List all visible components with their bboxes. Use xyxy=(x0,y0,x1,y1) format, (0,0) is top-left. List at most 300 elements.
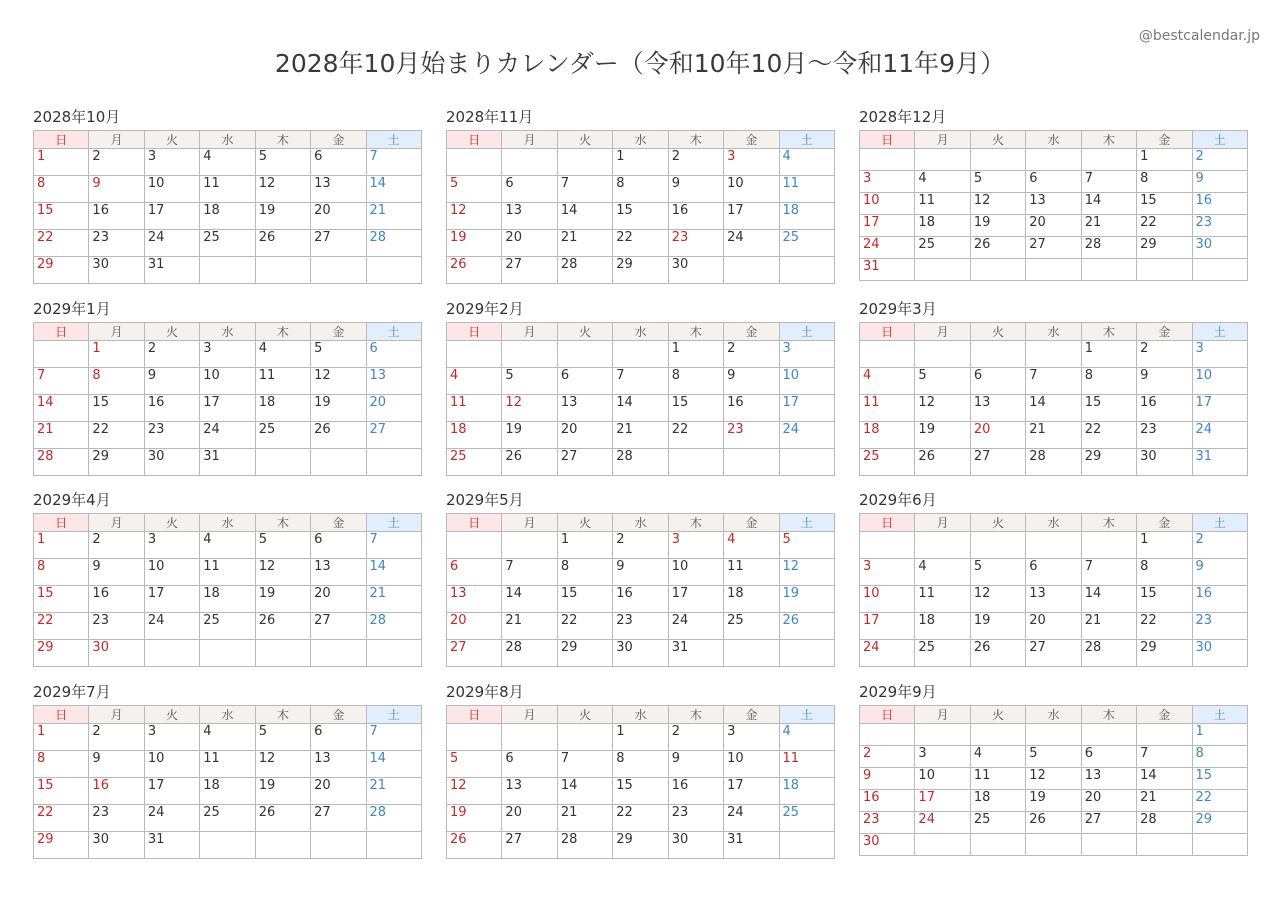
day-cell: 21 xyxy=(366,586,421,613)
day-cell: 19 xyxy=(255,777,310,804)
day-cell: 19 xyxy=(779,586,834,613)
week-row xyxy=(860,640,1248,667)
weekday-header: 日 xyxy=(447,705,502,723)
empty-cell xyxy=(668,448,723,475)
day-cell: 31 xyxy=(1192,448,1247,475)
day-cell: 13 xyxy=(1026,586,1081,613)
day-cell: 30 xyxy=(144,448,199,475)
day-cell: 9 xyxy=(1137,367,1192,394)
day-cell: 10 xyxy=(724,750,779,777)
week-row xyxy=(860,767,1248,789)
day-cell: 24 xyxy=(860,640,915,667)
weekday-header-row xyxy=(860,514,1248,532)
month-calendar xyxy=(859,489,1248,667)
day-cell: 13 xyxy=(311,176,366,203)
week-row xyxy=(34,831,422,858)
day-cell: 22 xyxy=(34,804,89,831)
day-cell: 12 xyxy=(1026,767,1081,789)
day-cell: 5 xyxy=(255,149,310,176)
day-cell: 2 xyxy=(89,723,144,750)
week-row xyxy=(860,149,1248,171)
day-cell: 29 xyxy=(613,831,668,858)
weekday-header: 土 xyxy=(1192,322,1247,340)
day-cell: 3 xyxy=(724,149,779,176)
day-cell: 16 xyxy=(1137,394,1192,421)
day-cell: 8 xyxy=(613,176,668,203)
day-cell: 14 xyxy=(366,750,421,777)
day-cell: 9 xyxy=(89,750,144,777)
empty-cell xyxy=(1192,259,1247,281)
month-calendar xyxy=(446,489,835,667)
weekday-header: 土 xyxy=(366,514,421,532)
weekday-header: 日 xyxy=(860,322,915,340)
empty-cell xyxy=(366,448,421,475)
day-cell: 3 xyxy=(860,559,915,586)
day-cell: 23 xyxy=(1192,613,1247,640)
week-row xyxy=(34,257,422,284)
day-cell: 11 xyxy=(447,394,502,421)
empty-cell xyxy=(366,640,421,667)
empty-cell xyxy=(915,723,970,745)
day-cell: 9 xyxy=(1192,171,1247,193)
week-row xyxy=(447,804,835,831)
day-cell: 25 xyxy=(970,811,1025,833)
week-row xyxy=(860,171,1248,193)
day-cell: 17 xyxy=(144,586,199,613)
day-cell: 17 xyxy=(724,777,779,804)
day-cell: 8 xyxy=(557,559,612,586)
day-cell: 27 xyxy=(502,257,557,284)
day-cell: 23 xyxy=(668,804,723,831)
day-cell: 8 xyxy=(89,367,144,394)
day-cell: 2 xyxy=(724,340,779,367)
day-cell: 24 xyxy=(144,804,199,831)
day-cell: 19 xyxy=(311,394,366,421)
day-cell: 18 xyxy=(860,421,915,448)
day-cell: 18 xyxy=(255,394,310,421)
weekday-header: 木 xyxy=(1081,705,1136,723)
day-cell: 12 xyxy=(255,559,310,586)
day-cell: 29 xyxy=(34,257,89,284)
empty-cell xyxy=(366,831,421,858)
empty-cell xyxy=(1081,532,1136,559)
empty-cell xyxy=(970,532,1025,559)
day-cell: 15 xyxy=(668,394,723,421)
day-cell: 2 xyxy=(668,149,723,176)
weekday-header: 水 xyxy=(200,705,255,723)
weekday-header: 金 xyxy=(724,322,779,340)
empty-cell xyxy=(1137,833,1192,855)
month-calendar xyxy=(33,681,422,859)
day-cell: 15 xyxy=(34,777,89,804)
day-cell: 23 xyxy=(144,421,199,448)
calendar-grid xyxy=(33,106,1248,859)
day-cell: 2 xyxy=(860,745,915,767)
day-cell: 24 xyxy=(724,230,779,257)
day-cell: 4 xyxy=(915,559,970,586)
day-cell: 3 xyxy=(779,340,834,367)
day-cell: 21 xyxy=(34,421,89,448)
day-cell: 14 xyxy=(1137,767,1192,789)
day-cell: 1 xyxy=(34,723,89,750)
day-cell: 18 xyxy=(200,203,255,230)
week-row xyxy=(34,559,422,586)
day-cell: 14 xyxy=(502,586,557,613)
empty-cell xyxy=(915,149,970,171)
day-cell: 5 xyxy=(1026,745,1081,767)
day-cell: 28 xyxy=(366,230,421,257)
day-cell: 22 xyxy=(34,230,89,257)
day-cell: 1 xyxy=(1081,340,1136,367)
day-cell: 31 xyxy=(144,257,199,284)
weekday-header: 金 xyxy=(1137,705,1192,723)
day-cell: 26 xyxy=(311,421,366,448)
empty-cell xyxy=(779,831,834,858)
day-cell: 17 xyxy=(915,789,970,811)
weekday-header: 日 xyxy=(34,322,89,340)
month-calendar xyxy=(33,489,422,667)
empty-cell xyxy=(447,149,502,176)
day-cell: 13 xyxy=(1026,193,1081,215)
week-row xyxy=(34,176,422,203)
empty-cell xyxy=(255,831,310,858)
day-cell: 7 xyxy=(34,367,89,394)
day-cell: 29 xyxy=(34,831,89,858)
day-cell: 7 xyxy=(557,176,612,203)
day-cell: 15 xyxy=(613,777,668,804)
empty-cell xyxy=(557,340,612,367)
day-cell: 8 xyxy=(668,367,723,394)
day-cell: 20 xyxy=(311,777,366,804)
day-cell: 10 xyxy=(144,176,199,203)
day-cell: 16 xyxy=(144,394,199,421)
day-cell: 15 xyxy=(557,586,612,613)
day-cell: 15 xyxy=(89,394,144,421)
empty-cell xyxy=(311,831,366,858)
day-cell: 2 xyxy=(1137,340,1192,367)
empty-cell xyxy=(779,257,834,284)
day-cell: 15 xyxy=(34,203,89,230)
empty-cell xyxy=(613,340,668,367)
week-row xyxy=(860,789,1248,811)
weekday-header: 火 xyxy=(970,514,1025,532)
day-cell: 26 xyxy=(1026,811,1081,833)
weekday-header: 火 xyxy=(144,322,199,340)
week-row xyxy=(34,448,422,475)
empty-cell xyxy=(502,723,557,750)
day-cell: 2 xyxy=(89,532,144,559)
day-cell: 30 xyxy=(668,831,723,858)
day-cell: 29 xyxy=(557,640,612,667)
weekday-header: 金 xyxy=(724,131,779,149)
week-row xyxy=(860,421,1248,448)
day-cell: 1 xyxy=(1137,149,1192,171)
day-cell: 22 xyxy=(1192,789,1247,811)
day-cell: 20 xyxy=(311,586,366,613)
week-row xyxy=(447,586,835,613)
day-cell: 22 xyxy=(1137,215,1192,237)
empty-cell xyxy=(447,340,502,367)
day-cell: 18 xyxy=(724,586,779,613)
weekday-header: 木 xyxy=(668,131,723,149)
month-table xyxy=(859,513,1248,667)
day-cell: 27 xyxy=(311,804,366,831)
weekday-header: 月 xyxy=(915,322,970,340)
weekday-header: 水 xyxy=(613,514,668,532)
empty-cell xyxy=(502,340,557,367)
week-row xyxy=(447,448,835,475)
week-row xyxy=(34,367,422,394)
day-cell: 21 xyxy=(1026,421,1081,448)
weekday-header: 土 xyxy=(1192,514,1247,532)
weekday-header: 金 xyxy=(724,514,779,532)
day-cell: 6 xyxy=(502,176,557,203)
empty-cell xyxy=(557,723,612,750)
day-cell: 10 xyxy=(144,750,199,777)
day-cell: 24 xyxy=(200,421,255,448)
day-cell: 18 xyxy=(779,203,834,230)
day-cell: 30 xyxy=(89,640,144,667)
empty-cell xyxy=(1026,259,1081,281)
month-label: 2029年9月 xyxy=(859,682,937,701)
day-cell: 6 xyxy=(1026,559,1081,586)
empty-cell xyxy=(502,532,557,559)
day-cell: 5 xyxy=(915,367,970,394)
day-cell: 21 xyxy=(366,777,421,804)
day-cell: 27 xyxy=(1081,811,1136,833)
day-cell: 23 xyxy=(613,613,668,640)
day-cell: 10 xyxy=(860,193,915,215)
day-cell: 9 xyxy=(1192,559,1247,586)
day-cell: 3 xyxy=(668,532,723,559)
day-cell: 27 xyxy=(447,640,502,667)
day-cell: 18 xyxy=(915,215,970,237)
day-cell: 4 xyxy=(860,367,915,394)
week-row xyxy=(447,149,835,176)
day-cell: 1 xyxy=(89,340,144,367)
day-cell: 11 xyxy=(915,193,970,215)
day-cell: 1 xyxy=(34,149,89,176)
weekday-header-row xyxy=(860,131,1248,149)
empty-cell xyxy=(970,259,1025,281)
day-cell: 11 xyxy=(779,176,834,203)
month-label: 2029年8月 xyxy=(446,682,524,701)
day-cell: 16 xyxy=(1192,193,1247,215)
day-cell: 16 xyxy=(1192,586,1247,613)
day-cell: 4 xyxy=(447,367,502,394)
empty-cell xyxy=(970,833,1025,855)
empty-cell xyxy=(860,723,915,745)
empty-cell xyxy=(1026,723,1081,745)
weekday-header: 月 xyxy=(915,514,970,532)
weekday-header: 日 xyxy=(447,322,502,340)
month-calendar xyxy=(33,298,422,476)
day-cell: 30 xyxy=(1192,237,1247,259)
month-table xyxy=(446,322,835,476)
empty-cell xyxy=(1026,532,1081,559)
week-row xyxy=(860,394,1248,421)
month-label: 2029年2月 xyxy=(446,299,524,318)
weekday-header: 土 xyxy=(779,131,834,149)
day-cell: 26 xyxy=(447,257,502,284)
month-table xyxy=(33,130,422,284)
month-table xyxy=(446,130,835,284)
day-cell: 15 xyxy=(1081,394,1136,421)
weekday-header-row xyxy=(447,131,835,149)
day-cell: 17 xyxy=(200,394,255,421)
day-cell: 13 xyxy=(1081,767,1136,789)
day-cell: 23 xyxy=(860,811,915,833)
day-cell: 19 xyxy=(502,421,557,448)
weekday-header: 水 xyxy=(200,322,255,340)
empty-cell xyxy=(447,723,502,750)
day-cell: 26 xyxy=(970,640,1025,667)
day-cell: 2 xyxy=(1192,532,1247,559)
week-row xyxy=(34,340,422,367)
weekday-header: 金 xyxy=(1137,514,1192,532)
day-cell: 28 xyxy=(366,613,421,640)
day-cell: 6 xyxy=(970,367,1025,394)
day-cell: 12 xyxy=(970,193,1025,215)
day-cell: 3 xyxy=(1192,340,1247,367)
weekday-header: 土 xyxy=(366,322,421,340)
day-cell: 17 xyxy=(144,777,199,804)
weekday-header: 日 xyxy=(34,514,89,532)
day-cell: 12 xyxy=(779,559,834,586)
day-cell: 27 xyxy=(366,421,421,448)
weekday-header: 月 xyxy=(89,322,144,340)
empty-cell xyxy=(779,448,834,475)
day-cell: 26 xyxy=(255,804,310,831)
day-cell: 4 xyxy=(200,532,255,559)
day-cell: 11 xyxy=(200,176,255,203)
month-calendar xyxy=(859,681,1248,859)
day-cell: 24 xyxy=(668,613,723,640)
day-cell: 20 xyxy=(447,613,502,640)
day-cell: 25 xyxy=(915,237,970,259)
day-cell: 20 xyxy=(557,421,612,448)
day-cell: 20 xyxy=(1026,215,1081,237)
day-cell: 14 xyxy=(557,777,612,804)
day-cell: 25 xyxy=(915,640,970,667)
day-cell: 29 xyxy=(1081,448,1136,475)
month-calendar xyxy=(859,106,1248,284)
day-cell: 22 xyxy=(34,613,89,640)
day-cell: 29 xyxy=(34,640,89,667)
day-cell: 20 xyxy=(1026,613,1081,640)
day-cell: 13 xyxy=(366,367,421,394)
week-row xyxy=(860,259,1248,281)
day-cell: 3 xyxy=(860,171,915,193)
day-cell: 9 xyxy=(613,559,668,586)
week-row xyxy=(860,215,1248,237)
day-cell: 18 xyxy=(970,789,1025,811)
weekday-header: 月 xyxy=(915,705,970,723)
day-cell: 8 xyxy=(34,559,89,586)
day-cell: 7 xyxy=(1081,171,1136,193)
day-cell: 5 xyxy=(447,750,502,777)
weekday-header: 土 xyxy=(779,514,834,532)
empty-cell xyxy=(724,257,779,284)
empty-cell xyxy=(557,149,612,176)
weekday-header: 土 xyxy=(779,322,834,340)
weekday-header: 木 xyxy=(668,322,723,340)
weekday-header: 金 xyxy=(311,705,366,723)
day-cell: 24 xyxy=(144,613,199,640)
weekday-header: 金 xyxy=(311,131,366,149)
day-cell: 7 xyxy=(366,723,421,750)
day-cell: 24 xyxy=(144,230,199,257)
day-cell: 21 xyxy=(557,230,612,257)
day-cell: 25 xyxy=(447,448,502,475)
day-cell: 19 xyxy=(447,230,502,257)
empty-cell xyxy=(970,723,1025,745)
month-calendar xyxy=(33,106,422,284)
day-cell: 15 xyxy=(613,203,668,230)
day-cell: 7 xyxy=(502,559,557,586)
month-label: 2028年12月 xyxy=(859,108,947,126)
weekday-header: 日 xyxy=(860,705,915,723)
weekday-header: 金 xyxy=(311,514,366,532)
empty-cell xyxy=(1081,723,1136,745)
day-cell: 15 xyxy=(34,586,89,613)
day-cell: 19 xyxy=(255,586,310,613)
day-cell: 17 xyxy=(860,215,915,237)
day-cell: 1 xyxy=(1192,723,1247,745)
month-table xyxy=(446,513,835,667)
day-cell: 11 xyxy=(200,559,255,586)
day-cell: 15 xyxy=(1137,586,1192,613)
day-cell: 14 xyxy=(34,394,89,421)
day-cell: 13 xyxy=(970,394,1025,421)
month-table xyxy=(33,322,422,476)
day-cell: 17 xyxy=(779,394,834,421)
day-cell: 21 xyxy=(1081,613,1136,640)
day-cell: 12 xyxy=(447,203,502,230)
empty-cell xyxy=(970,340,1025,367)
day-cell: 28 xyxy=(34,448,89,475)
day-cell: 26 xyxy=(255,230,310,257)
empty-cell xyxy=(311,257,366,284)
weekday-header: 火 xyxy=(557,131,612,149)
week-row xyxy=(860,340,1248,367)
day-cell: 24 xyxy=(915,811,970,833)
weekday-header: 月 xyxy=(502,131,557,149)
day-cell: 4 xyxy=(200,149,255,176)
day-cell: 8 xyxy=(613,750,668,777)
empty-cell xyxy=(1026,149,1081,171)
day-cell: 2 xyxy=(613,532,668,559)
day-cell: 10 xyxy=(200,367,255,394)
week-row xyxy=(860,367,1248,394)
day-cell: 29 xyxy=(1137,640,1192,667)
empty-cell xyxy=(144,640,199,667)
day-cell: 20 xyxy=(1081,789,1136,811)
day-cell: 12 xyxy=(447,777,502,804)
day-cell: 8 xyxy=(1137,171,1192,193)
day-cell: 26 xyxy=(447,831,502,858)
empty-cell xyxy=(860,532,915,559)
week-row xyxy=(34,613,422,640)
day-cell: 16 xyxy=(724,394,779,421)
day-cell: 31 xyxy=(724,831,779,858)
weekday-header: 水 xyxy=(1026,322,1081,340)
empty-cell xyxy=(34,340,89,367)
day-cell: 2 xyxy=(144,340,199,367)
day-cell: 17 xyxy=(724,203,779,230)
day-cell: 19 xyxy=(447,804,502,831)
empty-cell xyxy=(502,149,557,176)
